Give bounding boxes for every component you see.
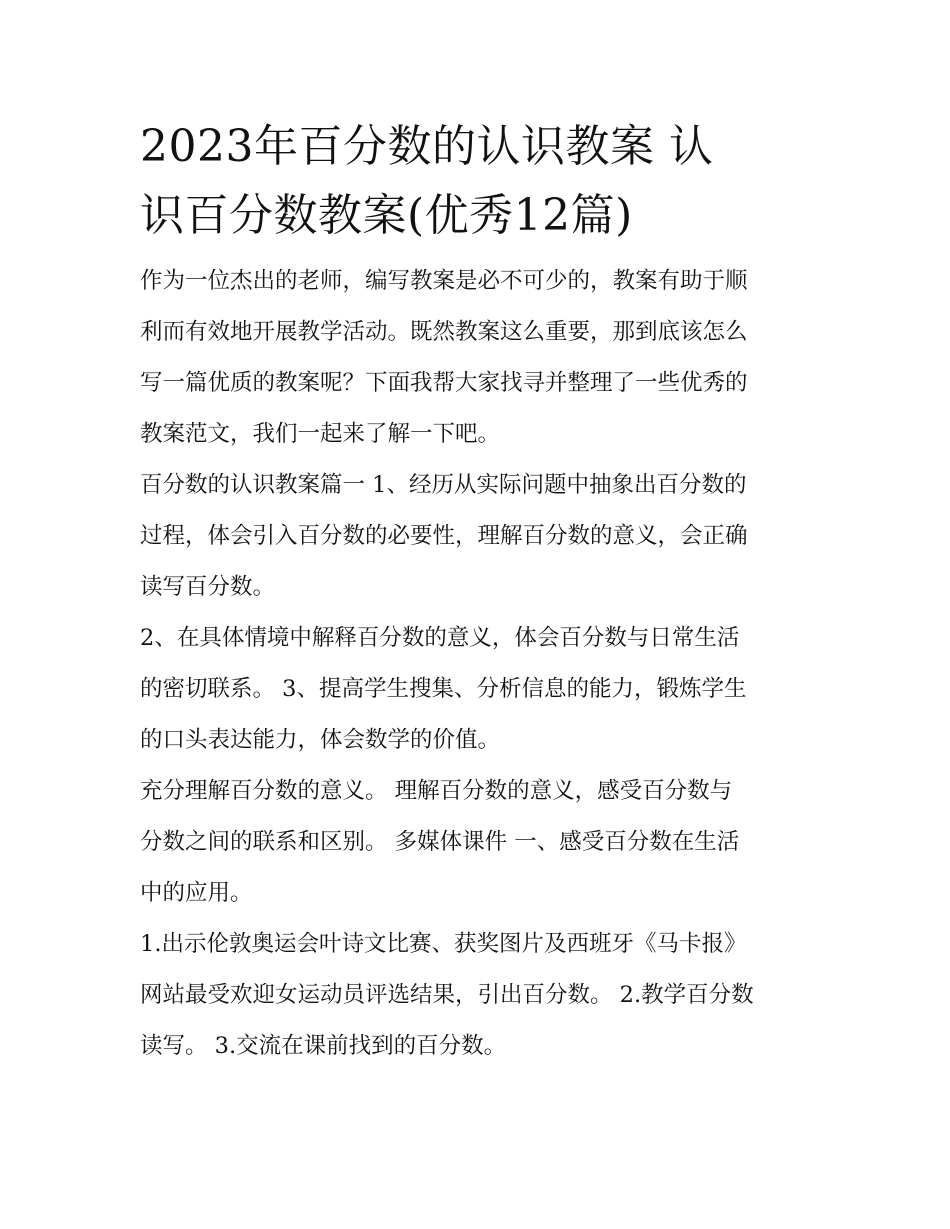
text-line: 读写。 3.交流在课前找到的百分数。	[140, 1033, 507, 1059]
paragraph-key-points	[140, 766, 815, 919]
text-line: 1.出示伦敦奥运会叶诗文比赛、获奖图片及西班牙《马卡报》	[140, 931, 747, 957]
document-title	[140, 112, 815, 250]
paragraph-intro	[140, 256, 815, 460]
text-line: 充分理解百分数的意义。 理解百分数的意义，感受百分数与	[140, 778, 733, 804]
text-line: 百分数的认识教案篇一 1、经历从实际问题中抽象出百分数的	[140, 472, 747, 498]
text-line: 中的应用。	[140, 880, 253, 906]
paragraph-objective-2	[140, 613, 815, 766]
text-line: 2、在具体情境中解释百分数的意义，体会百分数与日常生活	[140, 625, 740, 651]
text-line: 写一篇优质的教案呢？下面我帮大家找寻并整理了一些优秀的	[140, 370, 748, 396]
title-line: 识百分数教案(优秀12篇)	[140, 190, 633, 241]
text-line: 利而有效地开展教学活动。既然教案这么重要，那到底该怎么	[140, 319, 748, 345]
title-line: 2023年百分数的认识教案 认	[140, 121, 714, 172]
text-line: 网站最受欢迎女运动员评选结果，引出百分数。 2.教学百分数	[140, 982, 754, 1008]
text-line: 作为一位杰出的老师，编写教案是必不可少的，教案有助于顺	[140, 268, 748, 294]
paragraph-teaching-steps	[140, 919, 815, 1072]
text-line: 的密切联系。 3、提高学生搜集、分析信息的能力，锻炼学生	[140, 676, 747, 702]
paragraph-objective-1	[140, 460, 815, 613]
text-line: 教案范文，我们一起来了解一下吧。	[140, 421, 501, 447]
text-line: 的口头表达能力，体会数学的价值。	[140, 727, 501, 753]
text-line: 过程，体会引入百分数的必要性，理解百分数的意义，会正确	[140, 523, 748, 549]
document-content	[140, 112, 815, 1072]
text-line: 分数之间的联系和区别。 多媒体课件 一、感受百分数在生活	[140, 829, 740, 855]
text-line: 读写百分数。	[140, 574, 276, 600]
